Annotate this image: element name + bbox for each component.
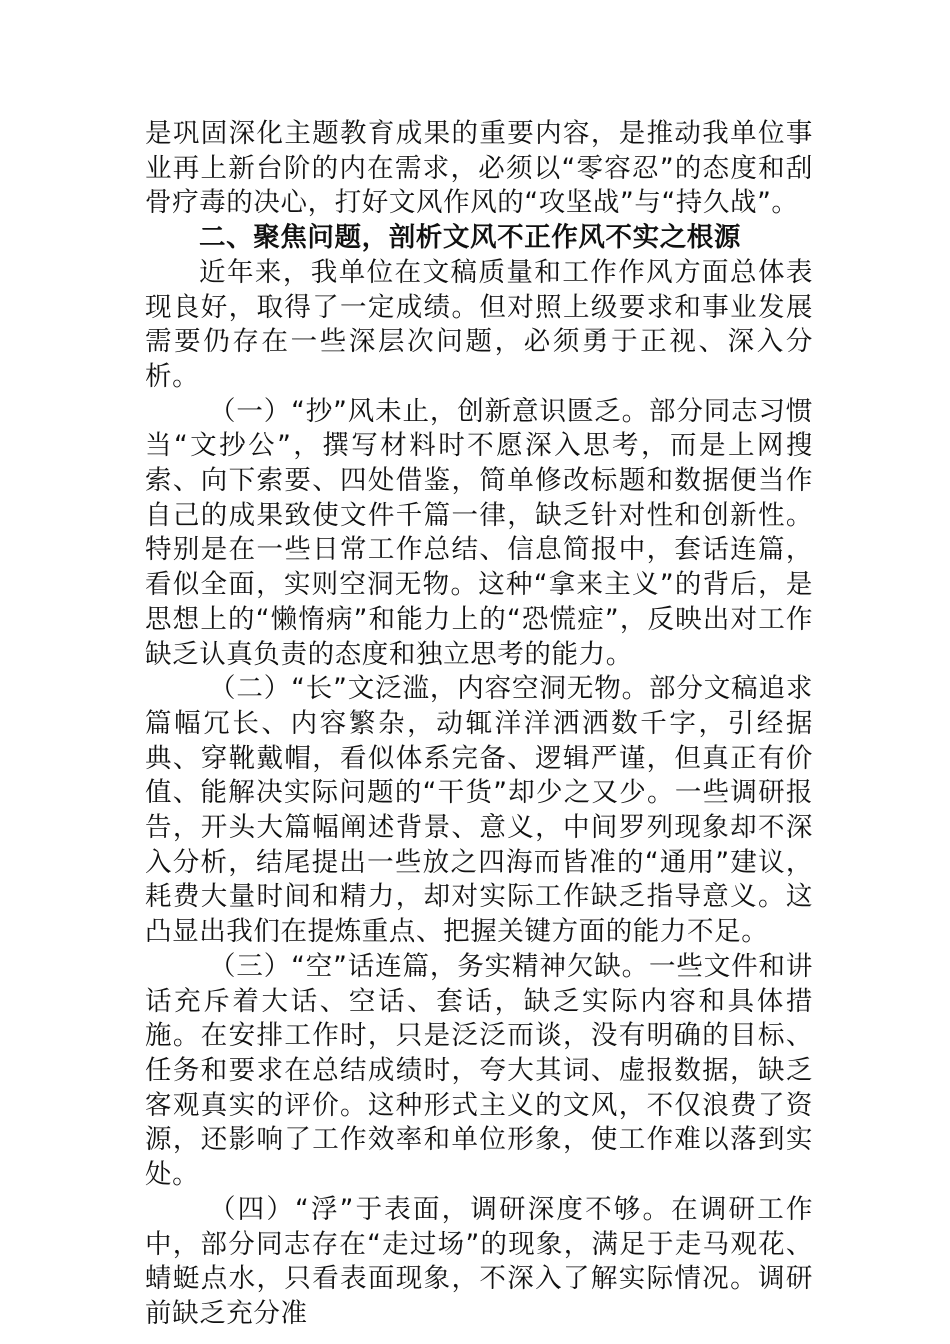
paragraph-item-3: （三）“空”话连篇，务实精神欠缺。一些文件和讲话充斥着大话、空话、套话，缺乏实际内容和具体措施。在安排工作时，只是泛泛而谈，没有明确的目标、任务和要求在总结成绩时，夸大其词、虚报数据，缺乏客观真实的评价。这种形式主义的文风，不仅浪费了资源，还影响了工作效率和单位形象，使工作难以落到实处。 — [145, 950, 813, 1191]
document-body — [145, 117, 813, 1332]
section-heading: 二、聚焦问题，剖析文风不正作风不实之根源 — [199, 222, 741, 254]
paragraph-intro: 近年来，我单位在文稿质量和工作作风方面总体表现良好，取得了一定成绩。但对照上级要求和事业发展需要仍存在一些深层次问题，必须勇于正视、深入分析。 — [145, 256, 813, 392]
paragraph-item-2: （二）“长”文泛滥，内容空洞无物。部分文稿追求篇幅冗长、内容繁杂，动辄洋洋洒洒数千字，引经据典、穿靴戴帽，看似体系完备、逻辑严谨，但真正有价值、能解决实际问题的“干货”却少之又少。一些调研报告，开头大篇幅阐述背景、意义，中间罗列现象却不深入分析，结尾提出一些放之四海而皆准的“通用”建议，耗费大量时间和精力，却对实际工作缺乏指导意义。这凸显出我们在提炼重点、把握关键方面的能力不足。 — [145, 673, 813, 948]
paragraph-continuation: 是巩固深化主题教育成果的重要内容，是推动我单位事业再上新台阶的内在需求，必须以“零容忍”的态度和刮骨疗毒的决心，打好文风作风的“攻坚战”与“持久战”。 — [145, 118, 813, 219]
paragraph-item-1: （一）“抄”风未止，创新意识匮乏。部分同志习惯当“文抄公”，撰写材料时不愿深入思考，而是上网搜索、向下索要、四处借鉴，简单修改标题和数据便当作自己的成果致使文件千篇一律，缺乏针对性和创新性。特别是在一些日常工作总结、信息简报中，套话连篇，看似全面，实则空洞无物。这种“拿来主义”的背后，是思想上的“懒惰病”和能力上的“恐慌症”，反映出对工作缺乏认真负责的态度和独立思考的能力。 — [145, 395, 813, 670]
paragraph-item-4: （四）“浮”于表面，调研深度不够。在调研工作中，部分同志存在“走过场”的现象，满足于走马观花、蜻蜓点水，只看表面现象，不深入了解实际情况。调研前缺乏充分准 — [145, 1193, 813, 1329]
